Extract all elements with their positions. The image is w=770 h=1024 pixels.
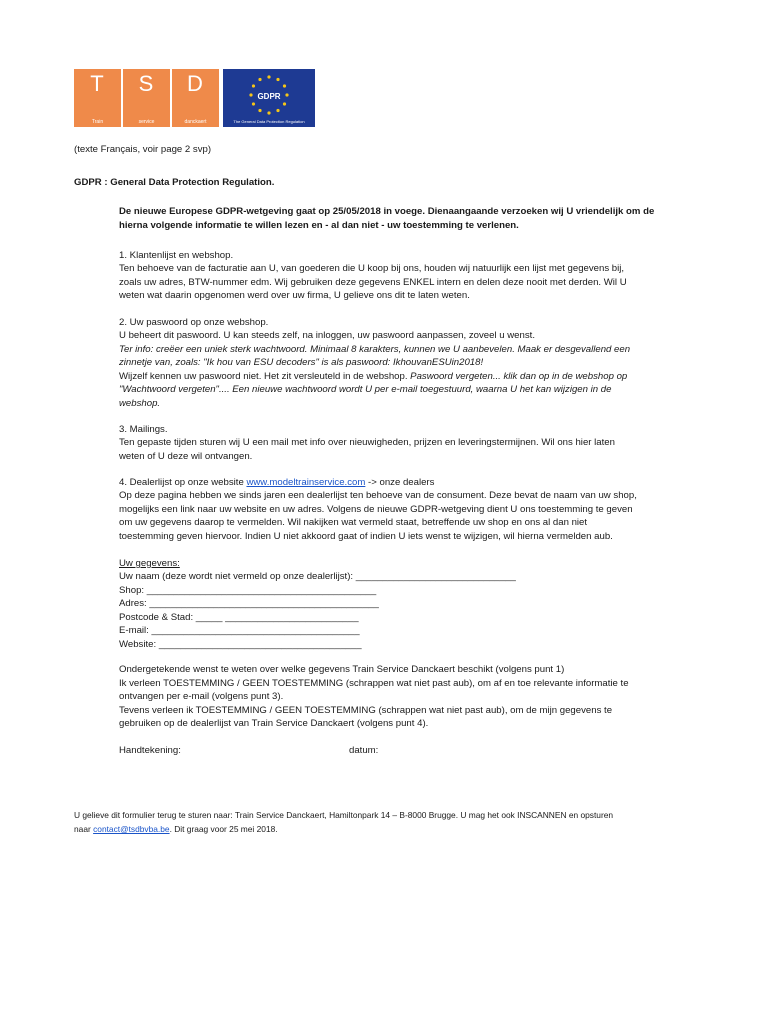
gdpr-sub: The General Data Protection Regulation — [233, 119, 305, 124]
form-field-address[interactable]: Adres: ___________________________________________ — [119, 598, 379, 609]
form-field-shop[interactable]: Shop: ___________________________________________ — [119, 585, 377, 596]
form-field-name[interactable]: Uw naam (deze wordt niet vermeld op onze dealerlijst): ______________________________ — [119, 571, 516, 582]
form-field-email[interactable]: E-mail: _______________________________________ — [119, 625, 360, 636]
section-4-title — [119, 476, 434, 490]
section-4-prefix: 4. Dealerlijst op onze website — [119, 477, 247, 488]
website-link[interactable]: www.modeltrainservice.com — [246, 477, 366, 488]
footer-suffix: . Dit graag voor 25 mei 2018. — [169, 824, 278, 834]
footer-prefix: naar — [74, 824, 94, 834]
consent-line: ontvangen per e-mail (volgens punt 3). — [119, 691, 284, 702]
section-4-line: om uw gegevens daarop te vermelden. Wil nakijken wat vermeld staat, betreffende uw shop en ons al dan niet — [119, 517, 588, 528]
signature-label: Handtekening: — [119, 745, 181, 756]
form-title: Uw gegevens: — [119, 558, 180, 569]
consent-line: Ik verleen TOESTEMMING / GEEN TOESTEMMING (schrappen wat niet past aub), om af en toe relevante informatie te — [119, 678, 629, 689]
section-1-line: Ten behoeve van de facturatie aan U, van goederen die U koop bij ons, houden wij natuurlijk een lijst met gegevens bij, — [119, 263, 625, 274]
consent-line: Ondergetekende wenst te weten over welke gegevens Train Service Danckaert beschikt (volgens punt 1) — [119, 664, 565, 675]
section-2-italic: webshop. — [119, 398, 161, 409]
section-2-italic: Paswoord vergeten... klik dan op in de webshop op — [410, 371, 628, 382]
logo-letter: D — [187, 71, 204, 96]
consent-line: gebruiken op de dealerlijst van Train Service Danckaert (volgens punt 4). — [119, 718, 429, 729]
section-2-line: U beheert dit paswoord. U kan steeds zelf, na inloggen, uw paswoord aanpassen, zoveel u wenst. — [119, 330, 535, 341]
logo-sub: Train — [91, 119, 104, 125]
tsd-logo-t — [74, 69, 121, 127]
section-3-line: Ten gepaste tijden sturen wij U een mail met info over nieuwigheden, prijzen en leveringstermijnen. Wil ons hier laten — [119, 437, 615, 448]
tsd-logo-d — [172, 69, 219, 127]
contact-email-link[interactable]: contact@tsdbvba.be — [93, 824, 170, 834]
section-1-line: zoals uw adres, BTW-nummer edm. Wij gebruiken deze gegevens ENKEL intern en delen deze nooit met derden. Wil U — [119, 277, 627, 288]
section-2-italic: "Wachtwoord vergeten".... Een nieuwe wachtwoord wordt U per e-mail toegestuurd, waarna U het kan wijzigen in de — [119, 384, 612, 395]
section-2-italic: zinnetje van, zoals: "Ik hou van ESU decoders" is als paswoord: IkhouvanESUin2018! — [119, 357, 484, 368]
section-2-normal: Wijzelf kennen uw paswoord niet. Het zit versleuteld in de webshop. — [119, 371, 411, 382]
lead-line-1: De nieuwe Europese GDPR-wetgeving gaat op 25/05/2018 in voege. Dienaangaande verzoeken wij U vriendelijk om de — [119, 206, 655, 217]
section-3-title: 3. Mailings. — [119, 424, 168, 435]
header-logos — [74, 69, 315, 127]
section-4-suffix: -> onze dealers — [365, 477, 435, 488]
gdpr-label: GDPR — [257, 92, 281, 101]
tsd-logo-s — [123, 69, 170, 127]
section-1-title: 1. Klantenlijst en webshop. — [119, 250, 234, 261]
section-2-line-mixed — [119, 370, 627, 384]
section-2-italic: Ter info: creëer een uniek sterk wachtwoord. Minimaal 8 karakters, kunnen we U aanbevelen. Maak er desgevallend een — [119, 344, 631, 355]
section-4-line: toestemming geven hiervoor. Indien U niet akkoord gaat of indien U iets wenst te wijzigen, wil hierna vermelden aub. — [119, 531, 613, 542]
footer-line-1: U gelieve dit formulier terug te sturen naar: Train Service Danckaert, Hamiltonpark 14 – B-8000 Brugge. U mag het ook INSCANNEN en opsturen — [74, 810, 614, 820]
section-4-line: mogelijks een link naar uw website en uw adres. Volgens de nieuwe GDPR-wetgeving dient U ons toestemming te geven — [119, 504, 633, 515]
logo-sub: service — [138, 119, 155, 125]
section-2-title: 2. Uw paswoord op onze webshop. — [119, 317, 269, 328]
form-field-website[interactable]: Website: ______________________________________ — [119, 639, 362, 650]
logo-letter: T — [90, 71, 105, 96]
intro-french: (texte Français, voir page 2 svp) — [74, 144, 212, 155]
logo-sub: danckaert — [184, 119, 207, 125]
section-4-line: Op deze pagina hebben we sinds jaren een dealerlijst ten behoeve van de consument. Deze bevat de naam van uw shop, — [119, 490, 637, 501]
gdpr-logo — [223, 69, 315, 127]
consent-line: Tevens verleen ik TOESTEMMING / GEEN TOESTEMMING (schrappen wat niet past aub), om de mijn gegevens te — [119, 705, 613, 716]
logo-letter: S — [138, 71, 155, 96]
section-1-line: weten wat daarin opgenomen werd over uw firma, U gelieve ons dit te laten weten. — [119, 290, 470, 301]
page-heading: GDPR : General Data Protection Regulation. — [74, 177, 275, 188]
section-3-line: weten of U deze wil ontvangen. — [119, 451, 253, 462]
footer-line-2 — [74, 823, 278, 837]
date-label: datum: — [349, 745, 379, 756]
form-field-postcode[interactable]: Postcode & Stad: _____ _________________________ — [119, 612, 359, 623]
lead-line-2: hierna volgende informatie te willen lezen en - al dan niet - uw toestemming te verlenen. — [119, 220, 519, 231]
